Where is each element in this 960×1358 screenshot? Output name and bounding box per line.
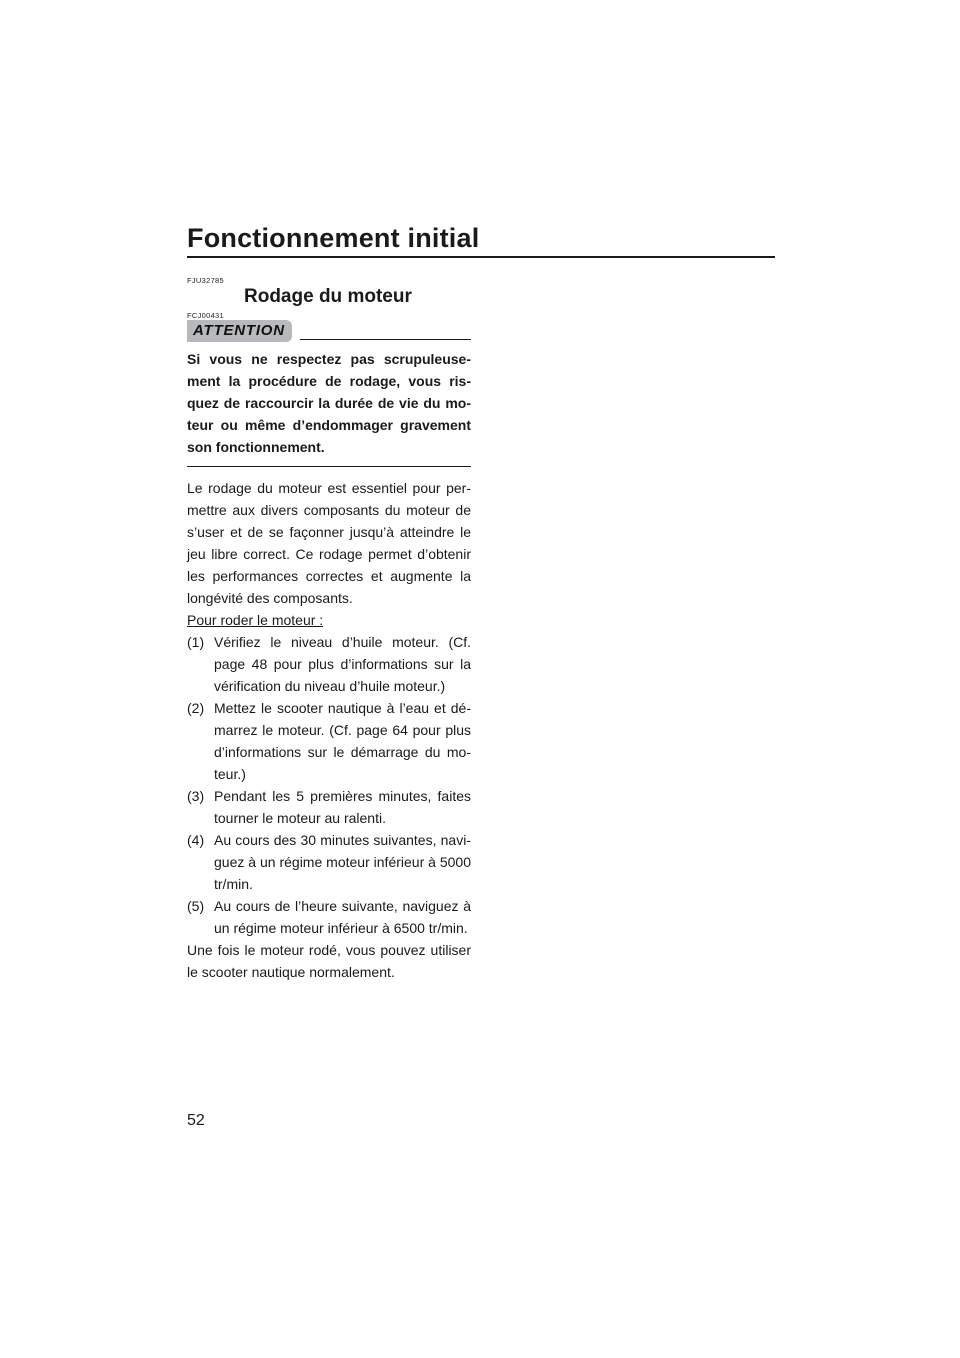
procedure-steps <box>187 631 471 939</box>
step-number: (2) <box>187 700 205 716</box>
step-text: Pendant les 5 premières minutes, faites tourner le moteur au ralenti. <box>214 788 471 826</box>
attention-rule <box>300 339 471 340</box>
page-header <box>187 222 775 258</box>
attention-code: FCJ00431 <box>187 311 225 320</box>
step-number: (3) <box>187 788 205 804</box>
attention-header <box>187 320 471 342</box>
step-text: Au cours de l’heure suivante, naviguez à un régime moteur inférieur à 6500 tr/min. <box>214 898 471 936</box>
content-column <box>187 276 471 983</box>
step-text: Au cours des 30 minutes suivantes, navi-guez à un régime moteur inférieur à 5000 tr/min. <box>214 832 471 892</box>
section-code: FJU32785 <box>187 276 225 285</box>
list-item <box>187 697 471 785</box>
outro-paragraph: Une fois le moteur rodé, vous pouvez utiliser le scooter nautique normalement. <box>187 942 471 980</box>
step-number: (1) <box>187 634 205 650</box>
page-title: Fonctionnement initial <box>187 223 480 253</box>
list-item <box>187 895 471 939</box>
attention-badge: ATTENTION <box>187 320 292 342</box>
page-number: 52 <box>187 1112 205 1129</box>
list-item <box>187 785 471 829</box>
procedure-heading: Pour roder le moteur : <box>187 612 324 628</box>
attention-text: Si vous ne respectez pas scrupuleuse-ment la procédure de rodage, vous ris-quez de raccourcir la durée de vie du mo-teur ou même d’endommager gravement son fonctionnement. <box>187 348 471 467</box>
step-text: Vérifiez le niveau d’huile moteur. (Cf. page 48 pour plus d’informations sur la vérification du niveau d’huile moteur.) <box>214 634 471 694</box>
attention-block <box>187 311 471 467</box>
step-text: Mettez le scooter nautique à l’eau et dé-marrez le moteur. (Cf. page 64 pour plus d’informations sur le démarrage du mo-teur.) <box>214 700 471 782</box>
step-number: (5) <box>187 898 205 914</box>
intro-paragraph: Le rodage du moteur est essentiel pour per-mettre aux divers composants du moteur de s’user et de se façonner jusqu’à atteindre le jeu libre correct. Ce rodage permet d’obtenir les performances correctes et augmente la longévité des composants. <box>187 480 471 606</box>
list-item <box>187 829 471 895</box>
list-item <box>187 631 471 697</box>
step-number: (4) <box>187 832 205 848</box>
section-title: Rodage du moteur <box>244 286 412 307</box>
